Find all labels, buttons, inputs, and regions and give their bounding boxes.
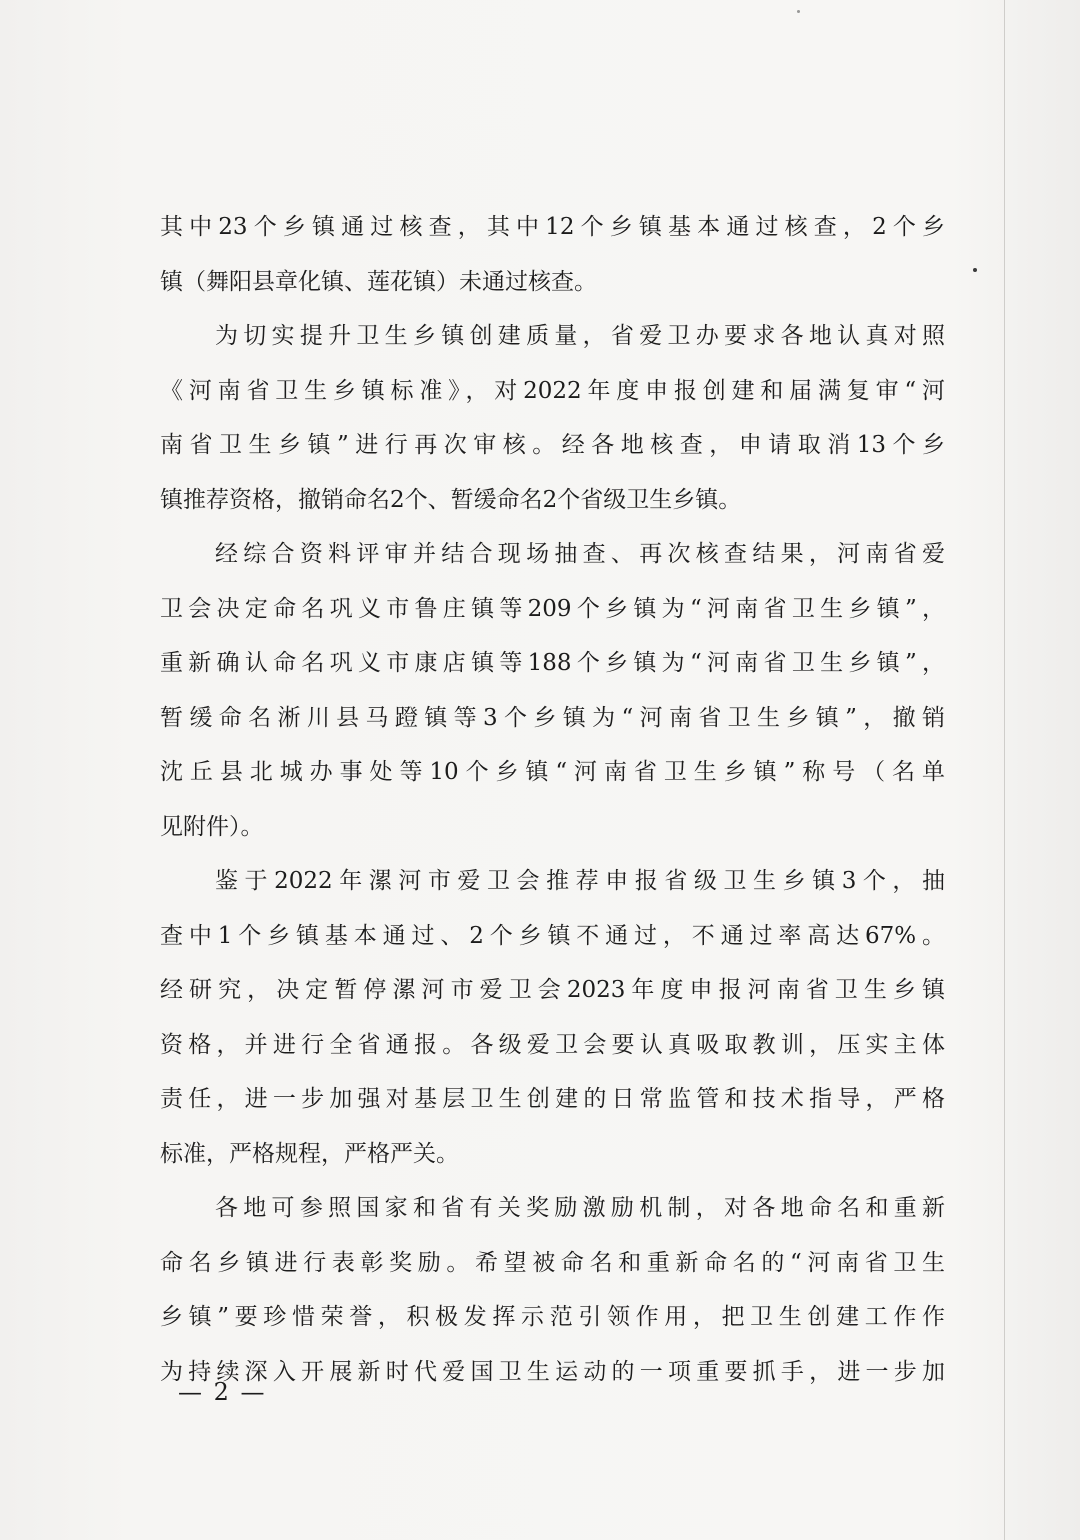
text-line: 《河南省卫生乡镇标准》，对2022年度申报创建和届满复审“河 — [160, 377, 945, 404]
text-line: 暂缓命名淅川县马蹬镇等3个乡镇为“河南省卫生乡镇”，撤销 — [160, 704, 945, 731]
text-line: 命名乡镇进行表彰奖励。希望被命名和重新命名的“河南省卫生 — [160, 1249, 945, 1276]
paragraph-first-line: 为切实提升卫生乡镇创建质量，省爱卫办要求各地认真对照 — [215, 323, 945, 349]
text-line: 卫会决定命名巩义市鲁庄镇等209个乡镇为“河南省卫生乡镇”， — [160, 595, 945, 622]
page-number: — 2 — — [178, 1378, 267, 1406]
text-line: 为持续深入开展新时代爱国卫生运动的一项重要抓手，进一步加 — [160, 1358, 945, 1385]
text-line: 其中23个乡镇通过核查，其中12个乡镇基本通过核查，2个乡 — [160, 214, 945, 240]
body-text — [160, 200, 945, 1399]
text-line: 见附件）。 — [160, 813, 264, 840]
text-line: 查中1个乡镇基本通过、2个乡镇不通过，不通过率高达67%。 — [160, 922, 945, 949]
scan-speck — [973, 268, 977, 272]
scan-speck — [797, 10, 800, 13]
text-line: 南省卫生乡镇”进行再次审核。经各地核查，申请取消13个乡 — [160, 432, 945, 458]
text-line: 沈丘县北城办事处等10个乡镇“河南省卫生乡镇”称号（名单 — [160, 759, 945, 785]
text-line: 镇（舞阳县章化镇、莲花镇）未通过核查。 — [160, 268, 597, 295]
paragraph-first-line: 各地可参照国家和省有关奖励激励机制，对各地命名和重新 — [215, 1195, 945, 1221]
text-line: 重新确认命名巩义市康店镇等188个乡镇为“河南省卫生乡镇”， — [160, 650, 945, 676]
text-line: 镇推荐资格，撤销命名2个、暂缓命名2个省级卫生乡镇。 — [160, 486, 742, 513]
text-line: 标准，严格规程，严格严关。 — [160, 1140, 459, 1167]
paragraph-first-line: 鉴于2022年漯河市爱卫会推荐申报省级卫生乡镇3个，抽 — [215, 868, 945, 894]
text-line: 资格，并进行全省通报。各级爱卫会要认真吸取教训，压实主体 — [160, 1031, 945, 1058]
paragraph-first-line: 经综合资料评审并结合现场抽查、再次核查结果，河南省爱 — [215, 541, 945, 567]
text-line: 乡镇”要珍惜荣誉，积极发挥示范引领作用，把卫生创建工作作 — [160, 1304, 945, 1330]
scan-edge-line — [1004, 0, 1005, 1540]
text-line: 经研究，决定暂停漯河市爱卫会2023年度申报河南省卫生乡镇 — [160, 977, 945, 1003]
text-line: 责任，进一步加强对基层卫生创建的日常监管和技术指导，严格 — [160, 1086, 945, 1112]
